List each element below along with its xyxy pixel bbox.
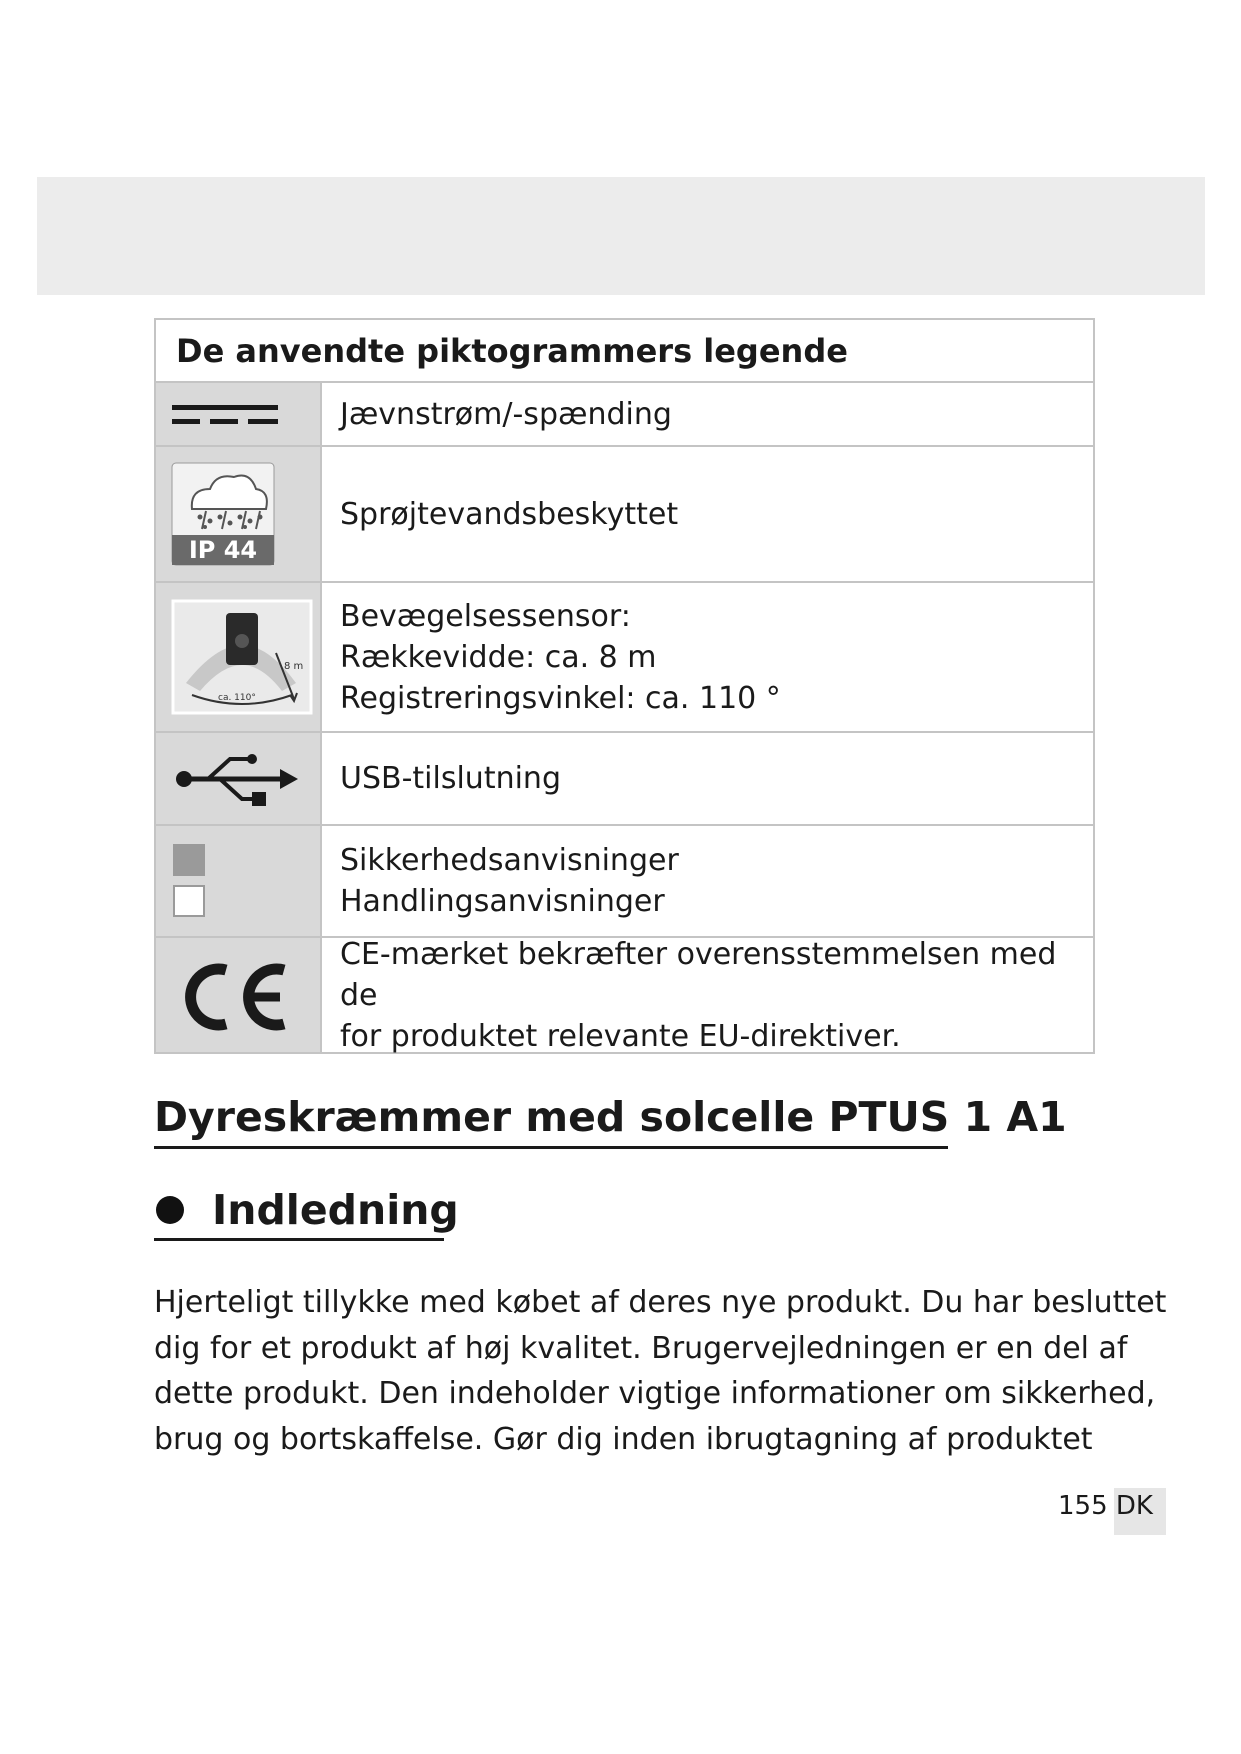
legend-text: USB-tilslutning — [340, 761, 561, 796]
dc-symbol-icon — [156, 383, 322, 445]
intro-line: brug og bortskaffelse. Gør dig inden ibrugtagning af produktet — [154, 1421, 1093, 1457]
header-band — [37, 177, 1205, 295]
language-code: DK — [1115, 1491, 1153, 1521]
legend-text: Sprøjtevandsbeskyttet — [340, 496, 679, 532]
legend-row-dc — [156, 383, 1093, 447]
legend-row-ce — [156, 938, 1093, 1052]
motion-sensor-icon — [156, 583, 322, 731]
legend-text: Registreringsvinkel: ca. 110 ° — [340, 680, 781, 716]
ce-mark-icon — [156, 938, 322, 1052]
bullet-icon — [156, 1196, 184, 1224]
intro-line: Hjerteligt tillykke med købet af deres nye produkt. Du har besluttet — [154, 1285, 1167, 1320]
intro-line: dette produkt. Den indeholder vigtige informationer om sikkerhed, — [154, 1376, 1156, 1411]
legend-text: for produktet relevante EU-direktiver. — [340, 1018, 901, 1054]
intro-line: dig for et produkt af høj kvalitet. Brugervejledningen er en del af — [154, 1330, 1128, 1366]
legend-row-ip44 — [156, 447, 1093, 583]
legend-text: CE-mærket bekræfter overensstemmelsen med de — [340, 936, 1057, 1013]
instruction-squares-icon — [156, 826, 322, 936]
section-title: Indledning — [212, 1186, 459, 1234]
usb-icon — [156, 733, 322, 824]
page-number: 155 — [1058, 1491, 1108, 1521]
legend-text: Bevægelsessensor: — [340, 598, 631, 634]
product-heading: Dyreskræmmer med solcelle PTUS 1 A1 — [154, 1093, 1067, 1141]
sensor-range-label: 8 m — [284, 661, 304, 672]
intro-paragraph — [154, 1280, 1167, 1462]
section-underline — [154, 1238, 444, 1241]
legend-text: Handlingsanvisninger — [340, 884, 665, 919]
legend-row-usb — [156, 733, 1093, 826]
legend-text: Jævnstrøm/-spænding — [340, 396, 672, 432]
page-footer — [1058, 1491, 1153, 1521]
legend-title: De anvendte piktogrammers legende — [156, 320, 1093, 383]
sensor-angle-label: ca. 110° — [218, 693, 256, 703]
legend-text: Sikkerhedsanvisninger — [340, 843, 679, 878]
legend-row-instructions — [156, 826, 1093, 938]
ip44-label: IP 44 — [188, 536, 258, 564]
heading-underline — [154, 1146, 948, 1149]
legend-text: Rækkevidde: ca. 8 m — [340, 639, 657, 675]
legend-row-motion-sensor — [156, 583, 1093, 733]
legend-table — [154, 318, 1095, 1054]
